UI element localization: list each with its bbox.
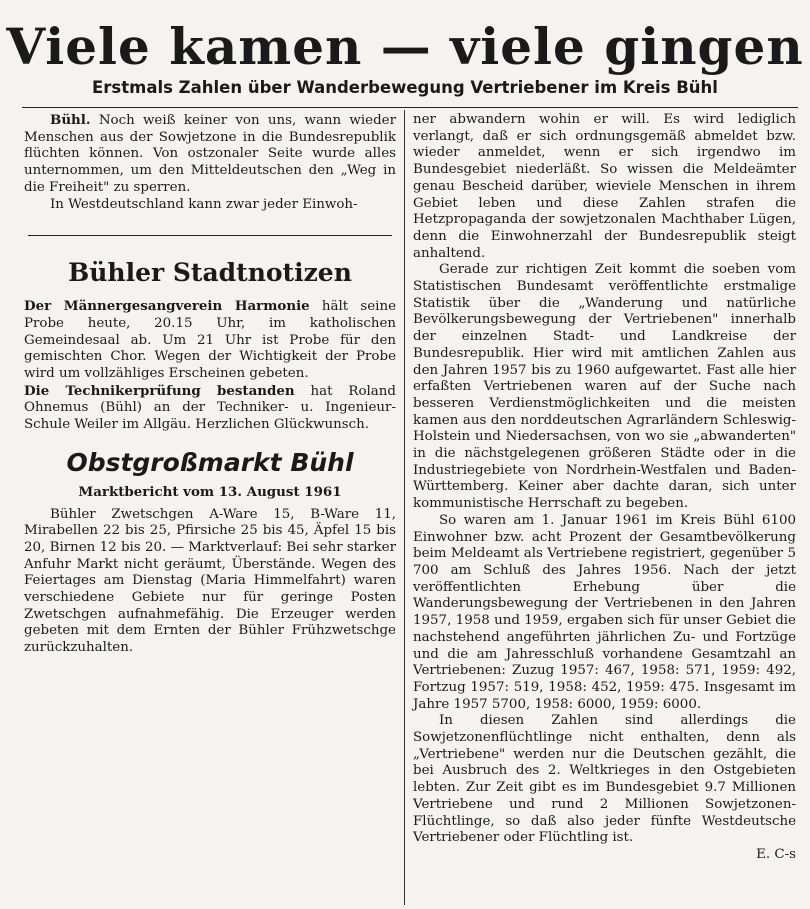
left-column	[24, 112, 396, 657]
stadtnotizen-item-1	[24, 298, 396, 383]
article-para-5: In diesen Zahlen sind allerdings die Sowjetzonenflüchtlinge nicht enthalten, denn als „Vertriebene" werden nur die Deutschen gezählt, die bei Ausbruch des 2. Weltkrieges in den Ostgebieten lebten. Zur Zeit gibt es im Bundesgebiet 9.7 Millionen Vertriebene und rund 2 Millionen Sowjetzonen-Flüchtlinge, so daß also jeder fünfte Westdeutsche Vertriebener oder Flüchtling ist.	[413, 713, 796, 846]
stadtnotizen-item-1-lead: Der Männergesangverein Harmonie	[24, 298, 310, 315]
stadtnotizen-item-2	[24, 383, 396, 434]
stadtnotizen-title: Bühler Stadtnotizen	[68, 258, 352, 288]
section-separator	[28, 235, 392, 236]
stadtnotizen-item-2-lead: Die Technikerprüfung bestanden	[24, 382, 295, 399]
article-para-2-cont: ner abwandern wohin er will. Es wird lediglich verlangt, daß er sich ordnungsgemäß abmeldet bzw. wieder anmeldet, wenn er sich irgendwo im Bundesgebiet niederläßt. So wissen die Meldeämter genau Bescheid darüber, wieviele Menschen in ihrem Gebiet leben und diese Zahlen strafen die Hetzpropaganda der sowjetzonalen Machthaber Lügen, denn die Einwohnerzahl der Bundesrepublik steigt anhaltend.	[413, 112, 796, 261]
stadtnotizen-item-2-text: hat Roland Ohnemus (Bühl) an der Techniker- u. Ingenieur-Schule Weiler im Allgäu. Herzlichen Glückwunsch.	[24, 383, 396, 433]
top-rule	[22, 107, 798, 108]
dateline: Bühl.	[50, 112, 91, 128]
obstmarkt-title: Obstgroßmarkt Bühl	[66, 447, 354, 477]
article-para-4: So waren am 1. Januar 1961 im Kreis Bühl 6100 Einwohner bzw. acht Prozent der Gesamtbevölkerung beim Meldeamt als Vertriebene registriert, gegenüber 5 700 am Schluß des Jahres 1956. Nach der jetzt veröffentlichten Erhebung über die Wanderungsbewegung der Vertriebenen in den Jahren 1957, 1958 und 1959, ergaben sich für unser Gebiet die nachstehend angeführten jährlichen Zu- und Fortzüge und die am Jahresschluß vorhandene Gesamtzahl an Vertriebenen: Zuzug 1957: 467, 1958: 571, 1959: 492, Fortzug 1957: 519, 1958: 452, 1959: 475. Insgesamt im Jahre 1957 5700, 1958: 6000, 1959: 6000.	[413, 512, 796, 712]
stadtnotizen-item-1-text: hält seine Probe heute, 20.15 Uhr, im katholischen Gemeindesaal ab. Um 21 Uhr ist Probe für den gemischten Chor. Wegen der Wichtigkeit der Probe wird um vollzähliges Erscheinen gebeten.	[24, 299, 397, 382]
column-divider	[404, 110, 405, 905]
headline: Viele kamen — viele gingen	[6, 17, 804, 76]
subheadline: Erstmals Zahlen über Wanderbewegung Vertriebener im Kreis Bühl	[92, 78, 718, 97]
author-signature: E. C-s	[756, 846, 796, 862]
right-column	[413, 112, 796, 864]
obstmarkt-text: Bühler Zwetschgen A-Ware 15, B-Ware 11, Mirabellen 22 bis 25, Pfirsiche 25 bis 45, Äpfel 15 bis 20, Birnen 12 bis 20. — Marktverlauf: Bei sehr starker Anfuhr Markt nicht geräumt, Überstände. Wegen des Feiertages am Dienstag (Maria Himmelfahrt) waren verschiedene Gebiete nur für geringe Posten Zwetschgen aufnahmefähig. Die Erzeuger werden gebeten mit dem Ernten der Bühler Frühzwetschge zurückzuhalten.	[24, 506, 396, 656]
article-para-3: Gerade zur richtigen Zeit kommt die soeben vom Statistischen Bundesamt veröffentlichte erstmalige Statistik über die „Wanderung und natürliche Bevölkerungsbewegung der Vertriebenen" innerhalb der einzelnen Stadt- und Landkreise der Bundesrepublik. Hier wird mit amtlichen Zahlen aus den Jahren 1957 bis zu 1960 aufgewartet. Fast alle hier erfaßten Vertriebenen waren auf der Suche nach besseren Verdienstmöglichkeiten und die meisten kamen aus den norddeutschen Agrarländern Schleswig-Holstein und Niedersachsen, von wo sie „abwanderten" in die nächstgelegenen größeren Städte oder in die Industriegebiete von Nordrhein-Westfalen und Baden-Württemberg. Keiner aber dachte daran, sich unter kommunistische Herrschaft zu begeben.	[413, 262, 796, 512]
article-para-1-text: Noch weiß keiner von uns, wann wieder Menschen aus der Sowjetzone in die Bundesrepublik flüchten können. Von ostzonaler Seite wurde alles unternommen, um den Mitteldeutschen den „Weg in die Freiheit" zu sperren.	[24, 113, 396, 195]
obstmarkt-subtitle: Marktbericht vom 13. August 1961	[78, 483, 342, 500]
article-para-2-start: In Westdeutschland kann zwar jeder Einwoh-	[50, 196, 358, 212]
article-para-1	[24, 112, 396, 197]
